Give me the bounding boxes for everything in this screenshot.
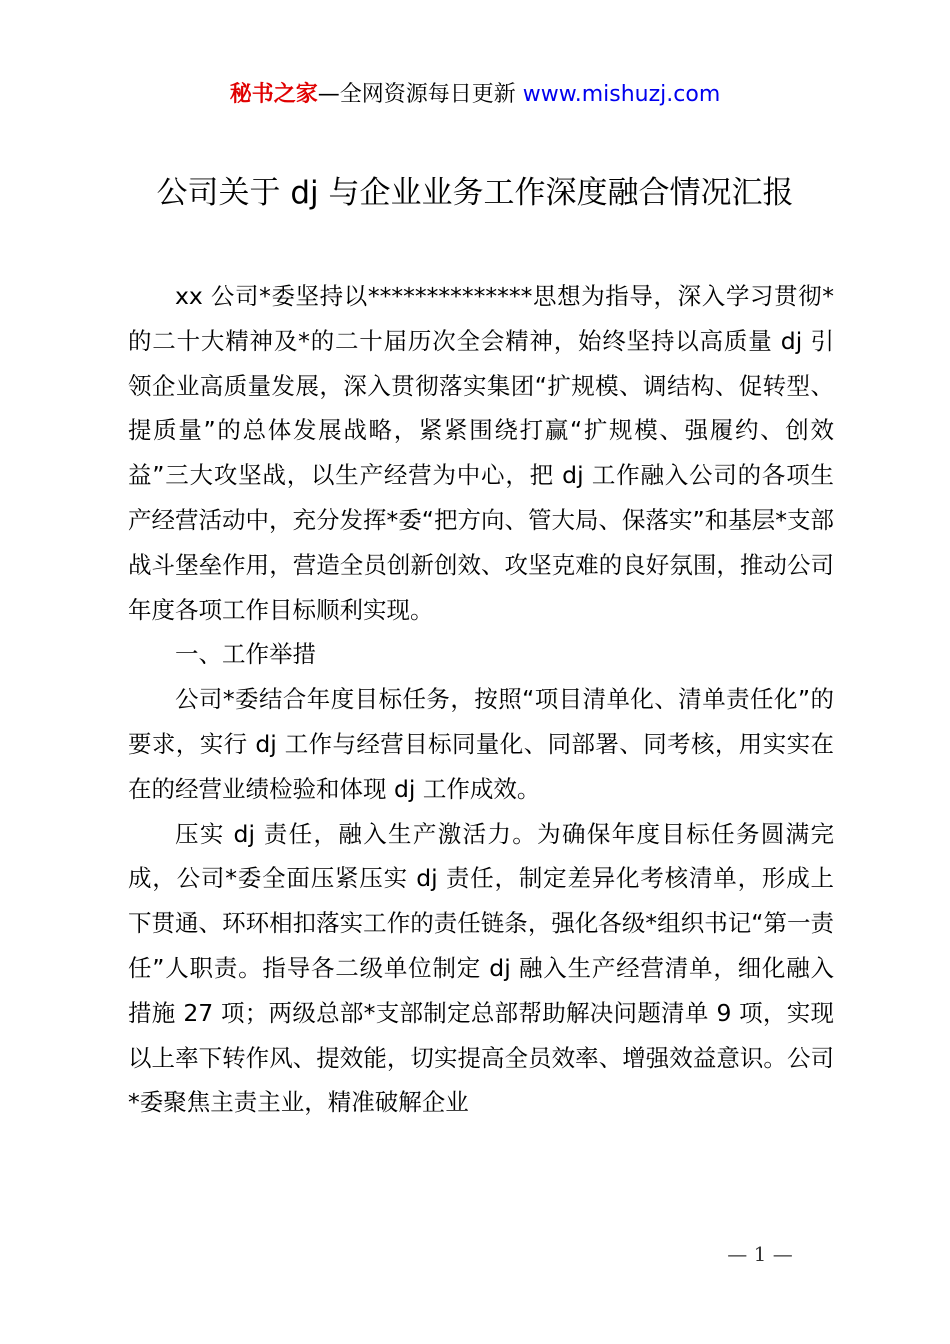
site-url-link[interactable]: www.mishuzj.com [522, 82, 721, 107]
page-number: — 1 — [727, 1242, 793, 1266]
paragraph-responsibility: 压实 dj 责任，融入生产激活力。为确保年度目标任务圆满完成，公司*委全面压紧压实 dj 责任，制定差异化考核清单，形成上下贯通、环环相扣落实工作的责任链条，强化各级*组织书记“第一责任”人职责。指导各二级单位制定 dj 融入生产经营清单，细化融入措施 27 项；两级总部*支部制定总部帮助解决问题清单 9 项，实现以上率下转作风、提效能，切实提高全员效率、增强效益意识。公司*委聚焦主责主业，精准破解企业 [128, 819, 834, 1117]
site-tagline: —全网资源每日更新 [317, 82, 516, 107]
section-heading: 一、工作举措 [175, 640, 316, 669]
site-header [0, 78, 950, 112]
site-brand: 秘书之家 [229, 82, 318, 107]
document-title: 公司关于 dj 与企业业务工作深度融合情况汇报 [156, 175, 794, 211]
paragraph-measures: 公司*委结合年度目标任务，按照“项目清单化、清单责任化”的要求，实行 dj 工作与经营目标同量化、同部署、同考核，用实实在在的经营业绩检验和体现 dj 工作成效。 [128, 685, 834, 803]
document-body [128, 274, 834, 1125]
paragraph-intro: xx 公司*委坚持以**************思想为指导，深入学习贯彻*的二十大精神及*的二十届历次全会精神，始终坚持以高质量 dj 引领企业高质量发展，深入贯彻落实集团“扩规模、调结构、促转型、提质量”的总体发展战略，紧紧围绕打赢“扩规模、强履约、创效益”三大攻坚战，以生产经营为中心，把 dj 工作融入公司的各项生产经营活动中，充分发挥*委“把方向、管大局、保落实”和基层*支部战斗堡垒作用，营造全员创新创效、攻坚克难的良好氛围，推动公司年度各项工作目标顺利实现。 [128, 282, 834, 624]
